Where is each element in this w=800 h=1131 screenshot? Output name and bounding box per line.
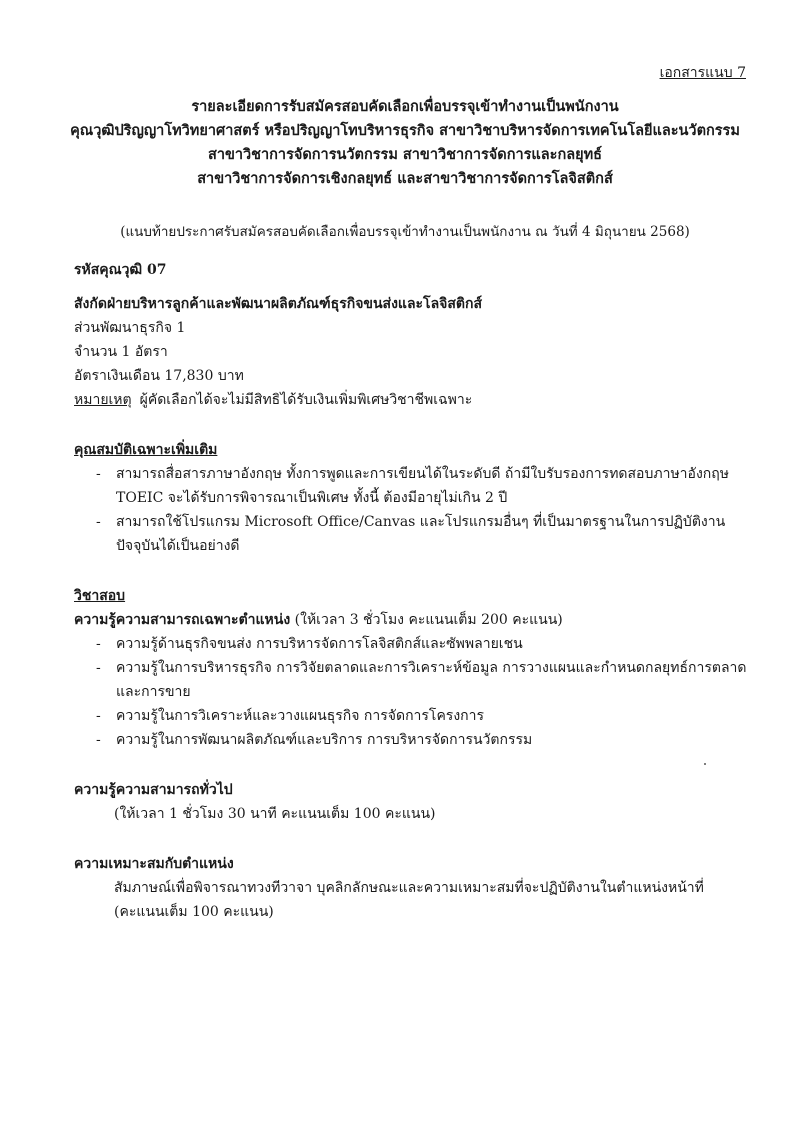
position-department: สังกัดฝ่ายบริหารลูกค้าและพัฒนาผลิตภัณฑ์ธุรกิจขนส่งและโลจิสติกส์: [74, 296, 483, 312]
exam-heading: วิชาสอบ: [74, 588, 126, 604]
dash-icon: -: [96, 466, 101, 482]
exam-specific-title: ความรู้ความสามารถเฉพาะตำแหน่ง: [74, 612, 291, 628]
dash-icon: -: [96, 636, 101, 652]
exam-specific-list: [74, 632, 754, 752]
exam-specific-header: [74, 608, 754, 632]
exam-specific-detail: (ให้เวลา 3 ชั่วโมง คะแนนเต็ม 200 คะแนน): [294, 612, 563, 628]
exam-suitability-line-2: (คะแนนเต็ม 100 คะแนน): [114, 904, 274, 920]
dash-icon: -: [96, 708, 101, 724]
exam-topic-text: ความรู้ในการพัฒนาผลิตภัณฑ์และบริการ การบริหารจัดการนวัตกรรม: [116, 732, 533, 748]
exam-suitability-line-1: สัมภาษณ์เพื่อพิจารณาทวงทีวาจา บุคลิกลักษณะและความเหมาะสมที่จะปฏิบัติงานในตำแหน่งหน้าที่: [114, 880, 704, 896]
list-item: [96, 462, 754, 510]
dash-icon: -: [96, 732, 101, 748]
announcement-subnote: (แนบท้ายประกาศรับสมัครสอบคัดเลือกเพื่อบรรจุเข้าทำงานเป็นพนักงาน ณ วันที่ 4 มิถุนายน 2568): [120, 224, 690, 240]
exam-general-title: ความรู้ความสามารถทั่วไป: [74, 782, 233, 798]
dash-icon: -: [96, 660, 101, 676]
note-text: ผู้คัดเลือกได้จะไม่มีสิทธิได้รับเงินเพิ่มพิเศษวิชาชีพเฉพาะ: [139, 392, 473, 408]
position-division: ส่วนพัฒนาธุรกิจ 1: [74, 320, 186, 336]
position-count: จำนวน 1 อัตรา: [74, 344, 168, 360]
position-code: รหัสคุณวุฒิ 07: [74, 262, 167, 278]
document-body: [74, 258, 754, 924]
header-line-2: คุณวุฒิปริญญาโทวิทยาศาสตร์ หรือปริญญาโทบริหารธุรกิจ สาขาวิชาบริหารจัดการเทคโนโลยีและนวัตกรรม: [70, 122, 740, 139]
position-salary: อัตราเงินเดือน 17,830 บาท: [74, 368, 244, 384]
exam-general-detail: (ให้เวลา 1 ชั่วโมง 30 นาที คะแนนเต็ม 100 คะแนน): [114, 806, 436, 822]
header-line-1: รายละเอียดการรับสมัครสอบคัดเลือกเพื่อบรรจุเข้าทำงานเป็นพนักงาน: [191, 98, 619, 115]
list-item: [96, 656, 754, 704]
list-item: [96, 632, 754, 656]
qualification-text: สามารถสื่อสารภาษาอังกฤษ ทั้งการพูดและการเขียนได้ในระดับดี ถ้ามีใบรับรองการทดสอบภาษาอังกฤษ TOEIC จะได้รับการพิจารณาเป็นพิเศษ ทั้งนี้ ต้องมีอายุไม่เกิน 2 ปี: [116, 466, 729, 506]
qualification-text: สามารถใช้โปรแกรม Microsoft Office/Canvas และโปรแกรมอื่นๆ ที่เป็นมาตรฐานในการปฏิบัติงานปัจจุบันได้เป็นอย่างดี: [116, 514, 726, 554]
exam-topic-text: ความรู้ด้านธุรกิจขนส่ง การบริหารจัดการโลจิสติกส์และซัพพลายเชน: [116, 636, 523, 652]
header-line-4: สาขาวิชาการจัดการเชิงกลยุทธ์ และสาขาวิชาการจัดการโลจิสติกส์: [197, 170, 613, 187]
qualifications-heading: คุณสมบัติเฉพาะเพิ่มเติม: [74, 442, 218, 458]
attachment-label: เอกสารแนบ 7: [659, 65, 746, 81]
list-item: [96, 728, 754, 752]
document-header: [60, 95, 750, 191]
exam-suitability-title: ความเหมาะสมกับตำแหน่ง: [74, 856, 234, 872]
qualifications-list: [74, 462, 754, 558]
position-note: [74, 388, 754, 412]
note-label: หมายเหตุ: [74, 392, 132, 408]
exam-topic-text: ความรู้ในการบริหารธุรกิจ การวิจัยตลาดและการวิเคราะห์ข้อมูล การวางแผนและกำหนดกลยุทธ์การตลาดและการขาย: [116, 660, 747, 700]
scan-speck: [704, 763, 706, 765]
list-item: [96, 510, 754, 558]
exam-topic-text: ความรู้ในการวิเคราะห์และวางแผนธุรกิจ การจัดการโครงการ: [116, 708, 485, 724]
dash-icon: -: [96, 514, 101, 530]
header-line-3: สาขาวิชาการจัดการนวัตกรรม สาขาวิชาการจัดการและกลยุทธ์: [207, 146, 603, 163]
list-item: [96, 704, 754, 728]
